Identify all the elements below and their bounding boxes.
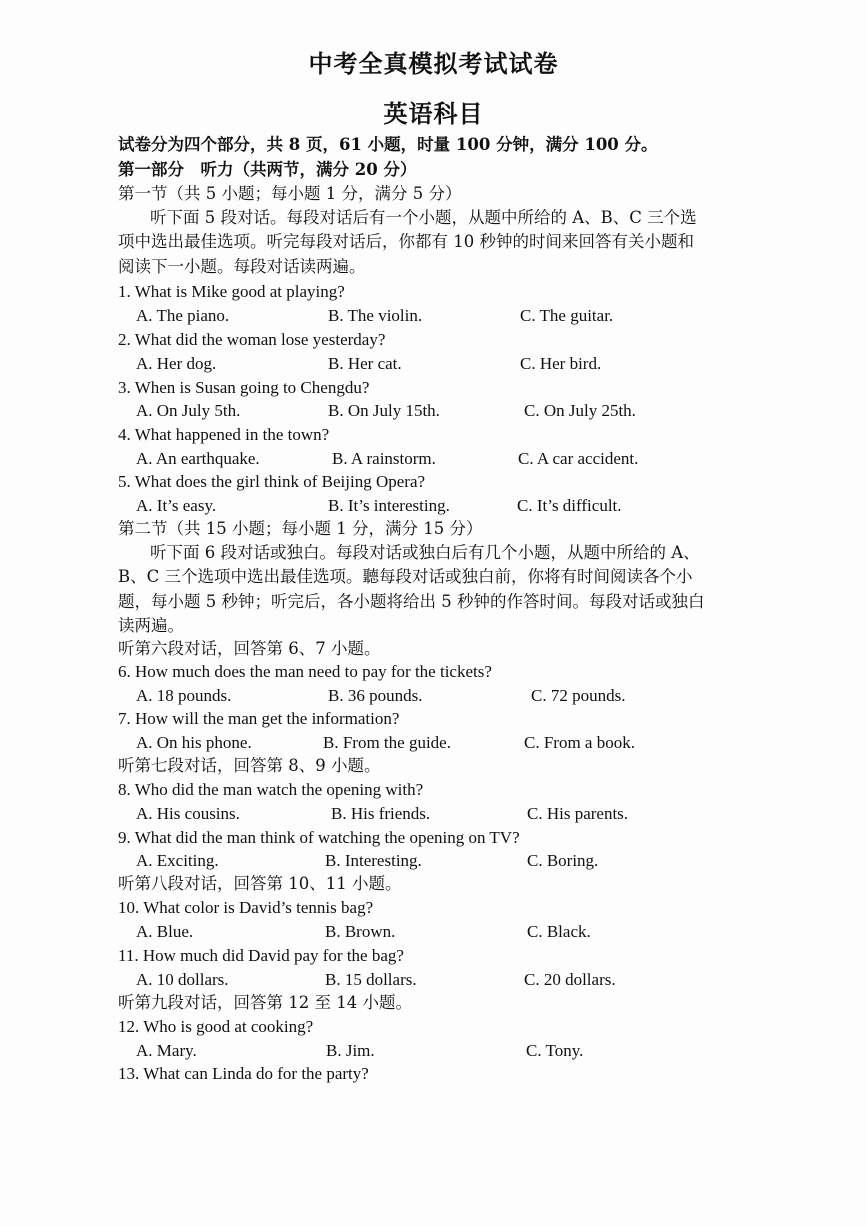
dialog-6-note: 听第六段对话，回答第 6、7 小题。 (118, 639, 381, 658)
question-7: 7. How will the man get the information? (118, 709, 400, 728)
question-13: 13. What can Linda do for the party? (118, 1064, 369, 1083)
q5-option-c: C. It’s difficult. (517, 496, 622, 515)
q6-option-b: B. 36 pounds. (328, 686, 423, 705)
question-11: 11. How much did David pay for the bag? (118, 946, 404, 965)
exam-title: 中考全真模拟考试试卷 (308, 49, 559, 78)
question-4: 4. What happened in the town? (118, 425, 330, 444)
section2-instruction-2: B、C 三个选项中选出最佳选项。聽每段对话或独白前，你将有时间阅读各个小 (118, 567, 693, 586)
question-1: 1. What is Mike good at playing? (118, 282, 345, 301)
question-6: 6. How much does the man need to pay for the tickets? (118, 662, 492, 681)
q4-option-a: A. An earthquake. (136, 449, 260, 468)
section2-instruction-3: 题，每小题 5 秒钟；听完后，各小题将给出 5 秒钟的作答时间。每段对话或独白 (118, 592, 705, 611)
q1-option-c: C. The guitar. (520, 306, 614, 325)
q3-option-a: A. On July 5th. (136, 401, 241, 420)
q9-option-c: C. Boring. (527, 851, 599, 870)
q5-option-a: A. It’s easy. (136, 496, 217, 515)
q3-option-c: C. On July 25th. (524, 401, 636, 420)
section2-instruction-4: 读两遍。 (118, 616, 184, 635)
q11-option-c: C. 20 dollars. (524, 970, 616, 989)
question-3: 3. When is Susan going to Chengdu? (118, 378, 370, 397)
q2-option-c: C. Her bird. (520, 354, 602, 373)
question-9: 9. What did the man think of watching the opening on TV? (118, 828, 520, 847)
q12-option-a: A. Mary. (136, 1041, 197, 1060)
q11-option-b: B. 15 dollars. (325, 970, 417, 989)
section1-instruction-3: 阅读下一小题。每段对话读两遍。 (118, 257, 366, 276)
q5-option-b: B. It’s interesting. (328, 496, 450, 515)
q12-option-b: B. Jim. (326, 1041, 375, 1060)
q1-option-a: A. The piano. (136, 306, 230, 325)
q4-option-c: C. A car accident. (518, 449, 639, 468)
question-2: 2. What did the woman lose yesterday? (118, 330, 386, 349)
section1-instruction-1: 听下面 5 段对话。每段对话后有一个小题，从题中所给的 A、B、C 三个选 (150, 208, 697, 227)
dialog-9-note: 听第九段对话，回答第 12 至 14 小题。 (118, 993, 412, 1012)
q9-option-b: B. Interesting. (325, 851, 422, 870)
section1-heading: 第一节（共 5 小题；每小题 1 分，满分 5 分） (118, 184, 462, 203)
q8-option-a: A. His cousins. (136, 804, 240, 823)
q1-option-b: B. The violin. (328, 306, 423, 325)
q9-option-a: A. Exciting. (136, 851, 219, 870)
q10-option-b: B. Brown. (325, 922, 396, 941)
q4-option-b: B. A rainstorm. (332, 449, 436, 468)
question-8: 8. Who did the man watch the opening with? (118, 780, 424, 799)
exam-subject: 英语科目 (383, 99, 484, 128)
q7-option-c: C. From a book. (524, 733, 635, 752)
question-5: 5. What does the girl think of Beijing Opera? (118, 472, 426, 491)
q11-option-a: A. 10 dollars. (136, 970, 229, 989)
question-12: 12. Who is good at cooking? (118, 1017, 314, 1036)
dialog-8-note: 听第八段对话，回答第 10、11 小题。 (118, 874, 402, 893)
q7-option-b: B. From the guide. (323, 733, 451, 752)
q10-option-a: A. Blue. (136, 922, 194, 941)
part1-heading: 第一部分 听力（共两节，满分 20 分） (118, 160, 417, 179)
dialog-7-note: 听第七段对话，回答第 8、9 小题。 (118, 756, 381, 775)
q8-option-b: B. His friends. (331, 804, 431, 823)
q2-option-b: B. Her cat. (328, 354, 402, 373)
q6-option-c: C. 72 pounds. (531, 686, 626, 705)
section1-instruction-2: 项中选出最佳选项。听完每段对话后，你都有 10 秒钟的时间来回答有关小题和 (118, 232, 694, 251)
q3-option-b: B. On July 15th. (328, 401, 440, 420)
q10-option-c: C. Black. (527, 922, 591, 941)
section2-instruction-1: 听下面 6 段对话或独白。每段对话或独白后有几个小题，从题中所给的 A、 (150, 543, 700, 562)
q2-option-a: A. Her dog. (136, 354, 217, 373)
q6-option-a: A. 18 pounds. (136, 686, 232, 705)
q7-option-a: A. On his phone. (136, 733, 252, 752)
q8-option-c: C. His parents. (527, 804, 629, 823)
exam-intro: 试卷分为四个部分，共 8 页，61 小题，时量 100 分钟，满分 100 分。 (118, 135, 658, 154)
question-10: 10. What color is David’s tennis bag? (118, 898, 374, 917)
q12-option-c: C. Tony. (526, 1041, 584, 1060)
section2-heading: 第二节（共 15 小题；每小题 1 分，满分 15 分） (118, 519, 483, 538)
